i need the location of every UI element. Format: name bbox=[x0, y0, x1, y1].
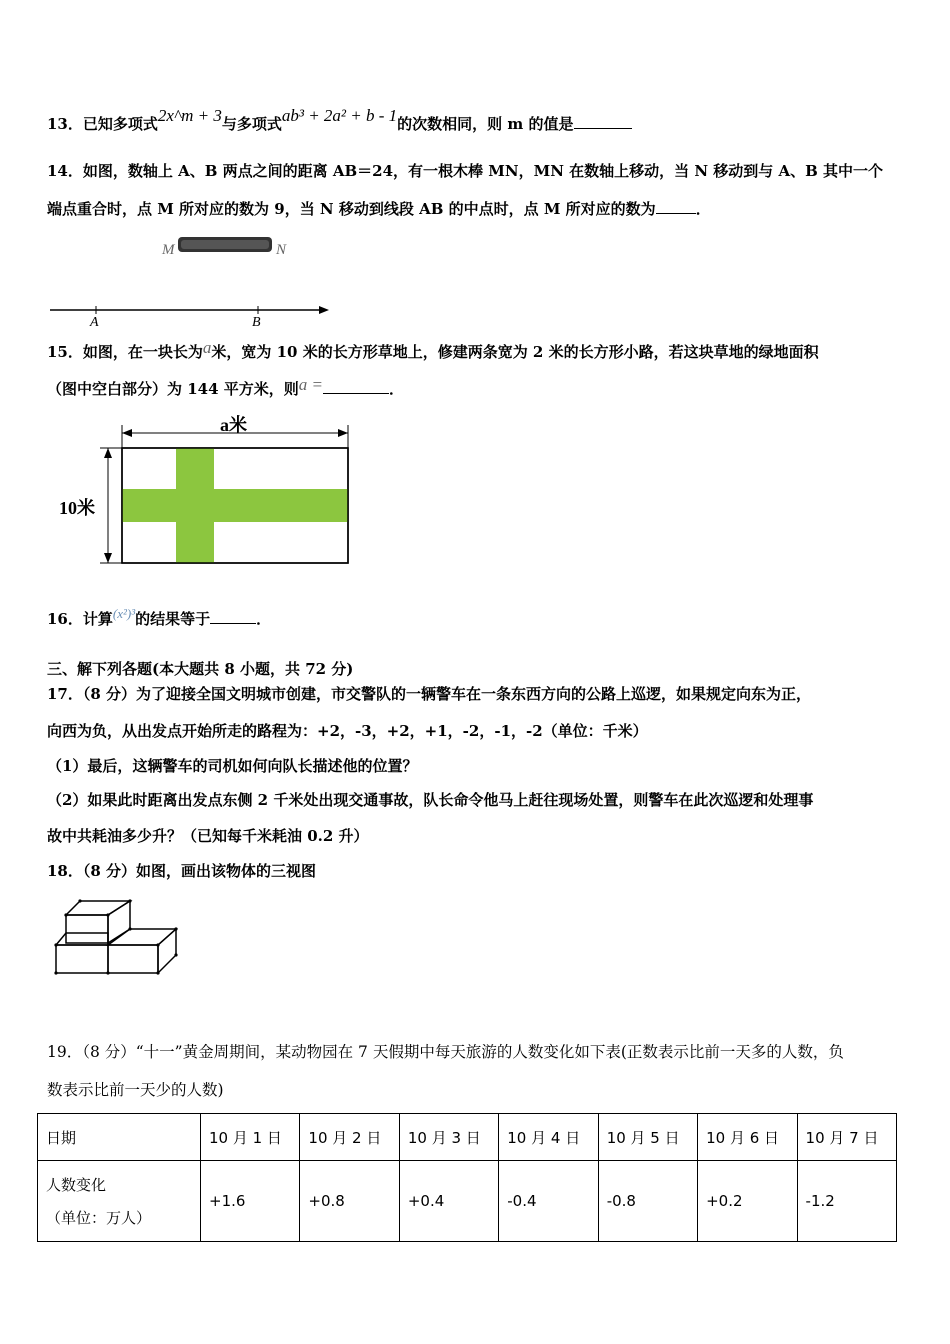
cube-bottom-right-front bbox=[108, 945, 158, 973]
fig-label-b: B bbox=[252, 315, 261, 328]
value-cell: +0.4 bbox=[399, 1161, 498, 1242]
date-cell: 10 月 7 日 bbox=[797, 1114, 896, 1161]
cube-top-front bbox=[66, 915, 108, 943]
q15-var-a: a bbox=[202, 338, 212, 357]
height-arrow-top bbox=[104, 448, 112, 458]
q17-line1: 17．（8 分）为了迎接全国文明城市创建，市交警队的一辆警车在一条东西方向的公路上巡逻，如果规定向东为正， bbox=[47, 685, 812, 703]
q16-prefix: 16．计算 bbox=[47, 610, 113, 628]
question-16 bbox=[47, 606, 272, 630]
q13-answer-blank bbox=[574, 114, 632, 129]
section-3-heading: 三、解下列各题(本大题共 8 小题，共 72 分) bbox=[47, 660, 354, 678]
date-cell: 10 月 5 日 bbox=[598, 1114, 697, 1161]
q17-line2: 向西为负，从出发点开始所走的路程为：+2，-3，+2，+1，-2，-1，-2（单位：千米） bbox=[47, 722, 648, 740]
height-label: 10米 bbox=[59, 498, 95, 518]
q16-suffix: 的结果等于 bbox=[135, 610, 211, 628]
row-label-line1: 人数变化 bbox=[46, 1176, 107, 1194]
q15-line1-pre: 15．如图，在一块长为 bbox=[47, 343, 203, 361]
cube-top-top bbox=[66, 901, 130, 915]
q19-table bbox=[37, 1113, 897, 1242]
q15-line2-pre: （图中空白部分）为 144 平方米，则 bbox=[47, 380, 299, 398]
question-13 bbox=[47, 106, 632, 134]
q15-line1-post: 米，宽为 10 米的长方形草地上，修建两条宽为 2 米的长方形小路，若这块草地的绿地面积 bbox=[211, 343, 819, 361]
q18-cube-figure bbox=[50, 893, 190, 978]
horizontal-path bbox=[122, 489, 348, 522]
fig-label-a: A bbox=[90, 315, 99, 328]
q14-line2-end: ． bbox=[695, 200, 711, 218]
q13-expr1: 2x^m + 3 bbox=[157, 106, 222, 125]
cube-bottom-right-side bbox=[158, 929, 176, 973]
cube-bottom-right-top bbox=[108, 929, 176, 945]
cube-bottom-left-front bbox=[56, 945, 108, 973]
q16-expr: (x²)³ bbox=[112, 606, 136, 621]
q15-line2-end: ． bbox=[389, 380, 405, 398]
fig-label-n: N bbox=[276, 242, 287, 258]
stick-mn-texture bbox=[181, 240, 269, 249]
q14-line2 bbox=[47, 199, 711, 219]
number-line-arrow bbox=[319, 306, 329, 314]
q15-equation: a = bbox=[298, 375, 323, 394]
q14-answer-blank bbox=[656, 199, 696, 214]
q17-sub2-line2: 故中共耗油多少升？（已知每千米耗油 0.2 升） bbox=[47, 827, 369, 845]
q14-number-line-figure bbox=[40, 228, 340, 328]
value-cell: -0.4 bbox=[499, 1161, 598, 1242]
value-cell: +0.8 bbox=[300, 1161, 399, 1242]
value-cell: -1.2 bbox=[797, 1161, 896, 1242]
q16-answer-blank bbox=[210, 609, 256, 624]
width-arrow-left bbox=[122, 429, 132, 437]
date-cell: 10 月 2 日 bbox=[300, 1114, 399, 1161]
q13-prefix: 13．已知多项式 bbox=[47, 115, 158, 133]
row-label-line2: （单位：万人） bbox=[46, 1209, 152, 1227]
fig-label-m: M bbox=[162, 242, 175, 258]
q14-line1: 14．如图，数轴上 A、B 两点之间的距离 AB＝24，有一根木棒 MN，MN 在数轴上移动，当 N 移动到与 A、B 其中一个 bbox=[47, 162, 884, 180]
row-label-cell bbox=[38, 1161, 201, 1242]
date-cell: 10 月 3 日 bbox=[399, 1114, 498, 1161]
width-arrow-right bbox=[338, 429, 348, 437]
q13-expr2: ab³ + 2a² + b - 1 bbox=[281, 106, 398, 125]
table-header-row bbox=[38, 1114, 897, 1161]
table-value-row bbox=[38, 1161, 897, 1242]
q15-line2 bbox=[47, 375, 405, 399]
value-cell: -0.8 bbox=[598, 1161, 697, 1242]
q16-end: ． bbox=[256, 610, 272, 628]
date-cell: 10 月 1 日 bbox=[201, 1114, 300, 1161]
q17-sub2-line1: （2）如果此时距离出发点东侧 2 千米处出现交通事故，队长命令他马上赶往现场处置，则警车在此次巡逻和处理事 bbox=[47, 791, 814, 809]
question-18: 18．（8 分）如图，画出该物体的三视图 bbox=[47, 862, 317, 880]
value-cell: +0.2 bbox=[698, 1161, 797, 1242]
header-label-cell: 日期 bbox=[38, 1114, 201, 1161]
q19-line2: 数表示比前一天少的人数) bbox=[47, 1081, 224, 1099]
q19-line1: 19．（8 分）“十一”黄金周期间，某动物园在 7 天假期中每天旅游的人数变化如下表(正数表示比前一天多的人数，负 bbox=[47, 1043, 844, 1061]
date-cell: 10 月 4 日 bbox=[499, 1114, 598, 1161]
date-cell: 10 月 6 日 bbox=[698, 1114, 797, 1161]
q13-suffix: 的次数相同，则 m 的值是 bbox=[397, 115, 574, 133]
q17-sub1: （1）最后，这辆警车的司机如何向队长描述他的位置？ bbox=[47, 757, 418, 775]
q14-line2-text: 端点重合时，点 M 所对应的数为 9，当 N 移动到线段 AB 的中点时，点 M 所对应的数为 bbox=[47, 200, 656, 218]
width-label: a米 bbox=[220, 415, 247, 435]
q15-answer-blank bbox=[323, 379, 389, 394]
q15-line1 bbox=[47, 338, 819, 362]
q13-mid: 与多项式 bbox=[221, 115, 282, 133]
value-cell: +1.6 bbox=[201, 1161, 300, 1242]
height-arrow-bottom bbox=[104, 553, 112, 563]
q15-lawn-figure bbox=[55, 410, 365, 575]
